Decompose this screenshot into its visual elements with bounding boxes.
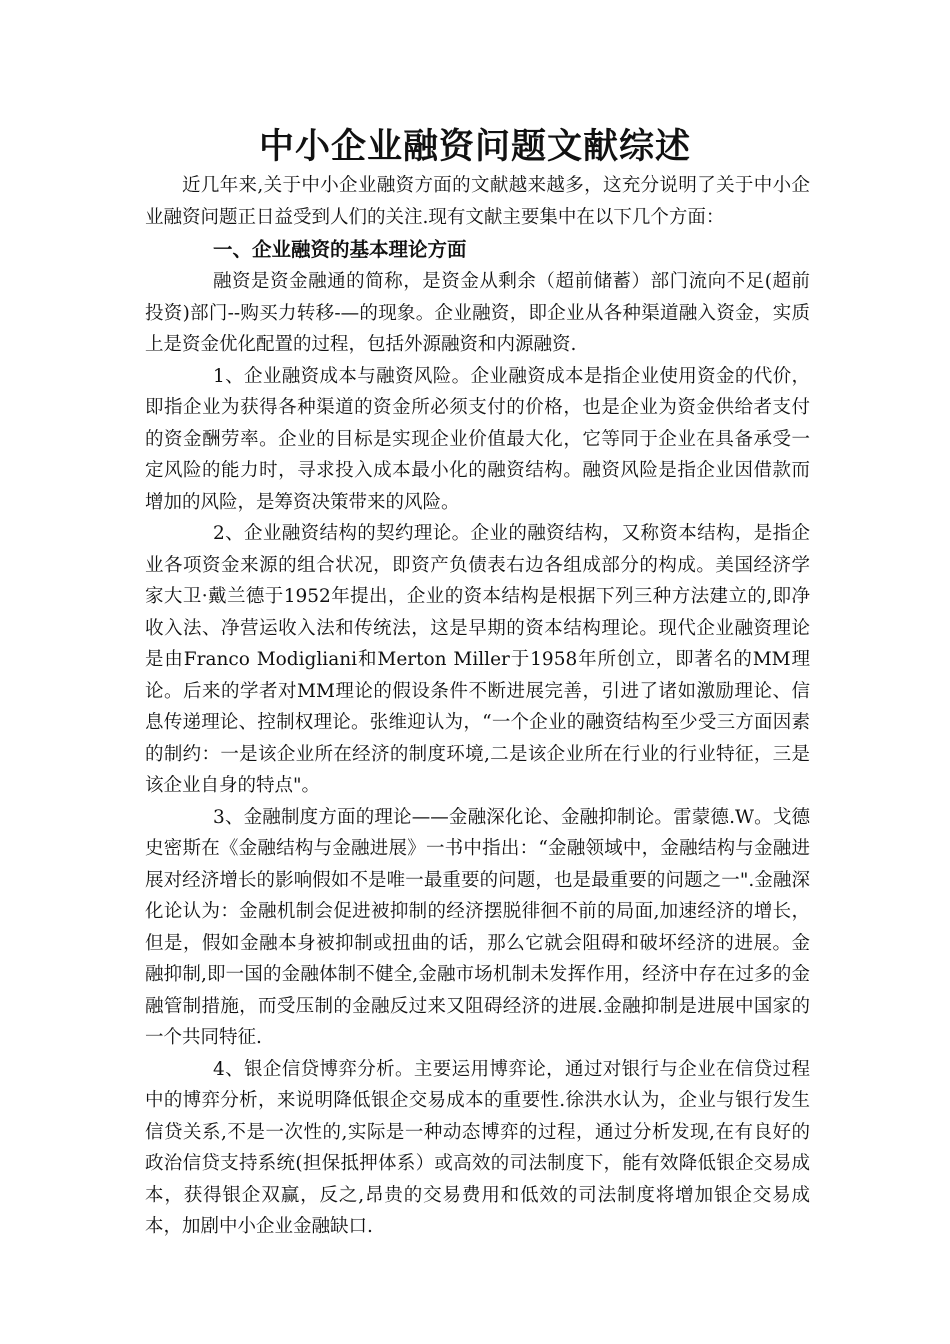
document-body: [145, 170, 810, 1243]
paragraph-cost-risk: 1、企业融资成本与融资风险。企业融资成本是指企业使用资金的代价，即指企业为获得各种渠道的资金所必须支付的价格，也是企业为资金供给者支付的资金酬劳率。企业的目标是实现企业价值最大化，它等同于企业在具备承受一定风险的能力时，寻求投入成本最小化的融资结构。融资风险是指企业因借款而增加的风险，是筹资决策带来的风险。: [145, 365, 810, 513]
paragraph-game-analysis: 4、银企信贷博弈分析。主要运用博弈论，通过对银行与企业在信贷过程中的博弈分析，来说明降低银企交易成本的重要性.徐洪水认为，企业与银行发生信贷关系,不是一次性的,实际是一种动态博弈的过程，通过分析发现,在有良好的政治信贷支持系统(担保抵押体系）或高效的司法制度下，能有效降低银企交易成本，获得银企双赢，反之,昂贵的交易费用和低效的司法制度将增加银企交易成本，加剧中小企业金融缺口.: [145, 1058, 810, 1237]
document-title: 中小企业融资问题文献综述: [258, 126, 691, 167]
section-heading: 一、企业融资的基本理论方面: [213, 238, 467, 261]
paragraph-definition: 融资是资金融通的简称，是资金从剩余（超前储蓄）部门流向不足(超前投资)部门--购买力转移-—的现象。企业融资，即企业从各种渠道融入资金，实质上是资金优化配置的过程，包括外源融资和内源融资.: [145, 271, 810, 355]
paragraph-financial-system: 3、金融制度方面的理论——金融深化论、金融抑制论。雷蒙德.W。戈德史密斯在《金融结构与金融进展》一书中指出：“金融领域中，金融结构与金融进展对经济增长的影响假如不是唯一最重要的问题，也是最重要的问题之一".金融深化论认为：金融机制会促进被抑制的经济摆脱徘徊不前的局面,加速经济的增长，但是，假如金融本身被抑制或扭曲的话，那么它就会阻碍和破坏经济的进展。金融抑制,即一国的金融体制不健全,金融市场机制未发挥作用，经济中存在过多的金融管制措施，而受压制的金融反过来又阻碍经济的进展.金融抑制是进展中国家的一个共同特征.: [145, 806, 810, 1048]
intro-paragraph: 近几年来,关于中小企业融资方面的文献越来越多，这充分说明了关于中小企业融资问题正日益受到人们的关注.现有文献主要集中在以下几个方面：: [145, 175, 810, 228]
paragraph-contract-theory: 2、企业融资结构的契约理论。企业的融资结构，又称资本结构，是指企业各项资金来源的组合状况，即资产负债表右边各组成部分的构成。美国经济学家大卫·戴兰德于1952年提出，企业的资本结构是根据下列三种方法建立的,即净收入法、净营运收入法和传统法，这是早期的资本结构理论。现代企业融资理论是由Franco Modigliani和Merton Miller于1958年所创立，即著名的MM理论。后来的学者对MM理论的假设条件不断进展完善，引进了诸如激励理论、信息传递理论、控制权理论。张维迎认为，“一个企业的融资结构至少受三方面因素的制约：一是该企业所在经济的制度环境,二是该企业所在行业的行业特征，三是该企业自身的特点"。: [145, 523, 810, 796]
